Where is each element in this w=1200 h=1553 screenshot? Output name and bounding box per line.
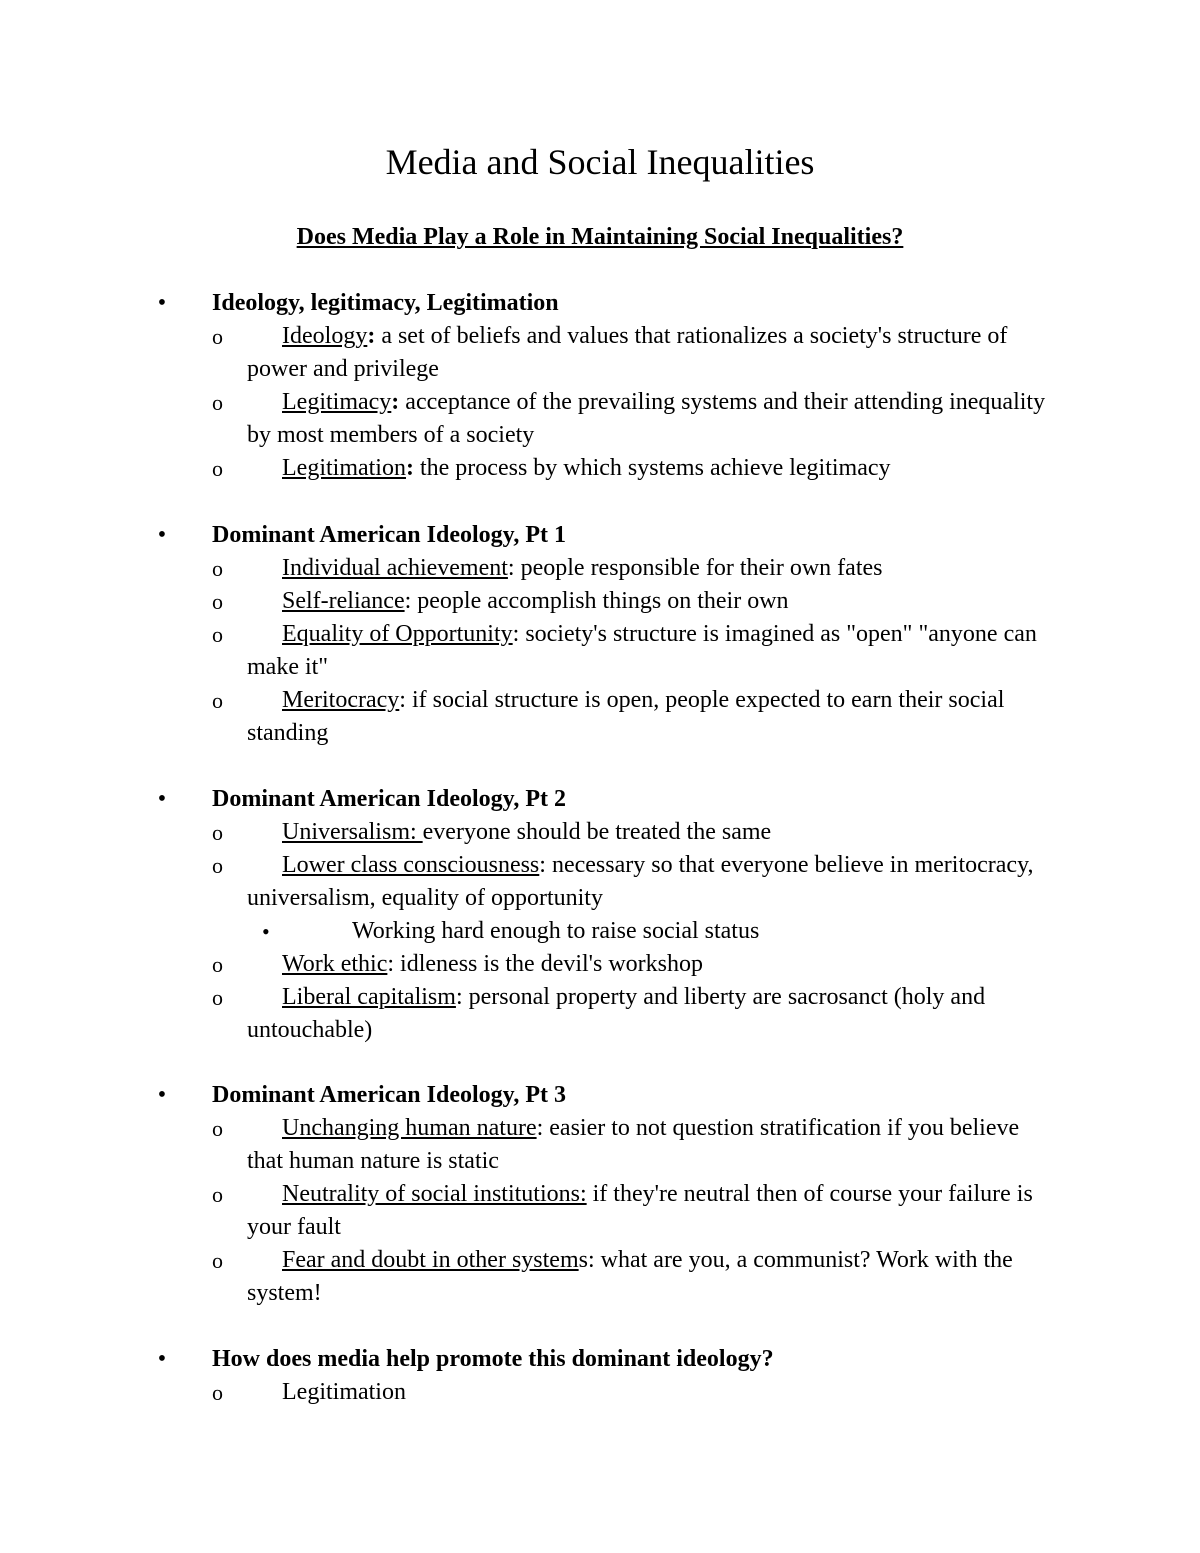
bullet-icon: • (157, 1082, 167, 1108)
list-item: o Lower class consciousness: necessary so that everyone believe in meritocracy, universalism, equality of opportunity (0, 849, 1200, 915)
bullet-icon: • (157, 522, 167, 548)
term: Legitimacy (282, 389, 392, 415)
list-item: o Ideology: a set of beliefs and values that rationalizes a society's structure of power and privilege (0, 320, 1200, 386)
circle-bullet-icon: o (212, 1380, 223, 1405)
section-heading: Dominant American Ideology, Pt 2 (212, 786, 566, 812)
list-item: o Legitimacy: acceptance of the prevailing systems and their attending inequality by most members of a society (0, 386, 1200, 452)
term: Fear and doubt in other system (282, 1247, 579, 1273)
circle-bullet-icon: o (212, 456, 223, 481)
list-item: o Work ethic: idleness is the devil's workshop (0, 948, 1200, 981)
small-bullet-icon: • (262, 919, 270, 944)
term: Equality of Opportunity (282, 621, 513, 647)
circle-bullet-icon: o (212, 1116, 223, 1141)
circle-bullet-icon: o (212, 1248, 223, 1273)
sub-list-item (0, 915, 1200, 948)
term: Unchanging human nature (282, 1115, 537, 1141)
circle-bullet-icon: o (212, 556, 223, 581)
definition: necessary so that everyone believe in meritocracy, universalism, equality of opportunity (247, 852, 1034, 911)
definition: idleness is the devil's workshop (394, 951, 704, 977)
section-ideology (0, 287, 1200, 485)
definition: the process by which systems achieve legitimacy (413, 455, 891, 481)
list-item: o Liberal capitalism: personal property and liberty are sacrosanct (holy and untouchable) (0, 981, 1200, 1047)
definition: easier to not question stratification if you believe that human nature is static (247, 1115, 1020, 1174)
circle-bullet-icon: o (212, 1182, 223, 1207)
definition: if social structure is open, people expected to earn their social standing (247, 687, 1005, 746)
circle-bullet-icon: o (212, 390, 223, 415)
list-item (0, 1376, 1200, 1409)
list-item: o Meritocracy: if social structure is open, people expected to earn their social standing (0, 684, 1200, 750)
circle-bullet-icon: o (212, 853, 223, 878)
sub-item-text: Working hard enough to raise social status (352, 918, 760, 944)
circle-bullet-icon: o (212, 820, 223, 845)
term: Individual achievement (282, 555, 508, 581)
document-title: Media and Social Inequalities (385, 142, 815, 182)
list-item: o Equality of Opportunity: society's structure is imagined as "open" "anyone can make it" (0, 618, 1200, 684)
bullet-icon: • (157, 1346, 167, 1372)
term: Self-reliance (282, 588, 405, 614)
definition: a set of beliefs and values that rationalizes a society's structure of power and privilege (247, 323, 1008, 382)
term: Legitimation (282, 455, 406, 481)
term: Liberal capitalism (282, 984, 456, 1010)
definition: people responsible for their own fates (514, 555, 883, 581)
section-ideology-pt3 (0, 1079, 1200, 1310)
term: Universalism: (282, 819, 423, 845)
circle-bullet-icon: o (212, 985, 223, 1010)
term: Meritocracy (282, 687, 400, 713)
section-heading: Dominant American Ideology, Pt 3 (212, 1082, 566, 1108)
bullet-icon: • (157, 786, 167, 812)
definition: if they're neutral then of course your failure is your fault (247, 1181, 1033, 1240)
section-ideology-pt2 (0, 783, 1200, 1047)
bullet-icon: • (157, 290, 167, 316)
circle-bullet-icon: o (212, 952, 223, 977)
list-item (0, 1244, 1200, 1310)
section-heading: Dominant American Ideology, Pt 1 (212, 522, 566, 548)
list-item: o Legitimation: the process by which systems achieve legitimacy (0, 452, 1200, 485)
term: Ideology (282, 323, 368, 349)
circle-bullet-icon: o (212, 589, 223, 614)
definition: people accomplish things on their own (411, 588, 789, 614)
definition: society's structure is imagined as "open" "anyone can make it" (247, 621, 1037, 680)
definition: Legitimation (282, 1379, 406, 1405)
list-item: o Unchanging human nature: easier to not question stratification if you believe that human nature is static (0, 1112, 1200, 1178)
section-media-promotion (0, 1343, 1200, 1409)
list-item: o Self-reliance: people accomplish things on their own (0, 585, 1200, 618)
list-item (0, 1178, 1200, 1244)
list-item (0, 816, 1200, 849)
circle-bullet-icon: o (212, 622, 223, 647)
circle-bullet-icon: o (212, 688, 223, 713)
document-subtitle: Does Media Play a Role in Maintaining Social Inequalities? (296, 224, 904, 250)
section-heading: How does media help promote this dominant ideology? (212, 1346, 774, 1372)
definition: personal property and liberty are sacrosanct (holy and untouchable) (247, 984, 986, 1043)
circle-bullet-icon: o (212, 324, 223, 349)
term: Lower class consciousness (282, 852, 540, 878)
section-ideology-pt1 (0, 519, 1200, 750)
list-item: o Individual achievement: people responsible for their own fates (0, 552, 1200, 585)
term: Neutrality of social institutions: (282, 1181, 587, 1207)
section-heading: Ideology, legitimacy, Legitimation (212, 290, 559, 316)
definition: everyone should be treated the same (422, 819, 772, 845)
term: Work ethic (282, 951, 388, 977)
definition: acceptance of the prevailing systems and their attending inequality by most members of a society (247, 389, 1046, 448)
definition: s: what are you, a communist? Work with the system! (247, 1247, 1013, 1306)
